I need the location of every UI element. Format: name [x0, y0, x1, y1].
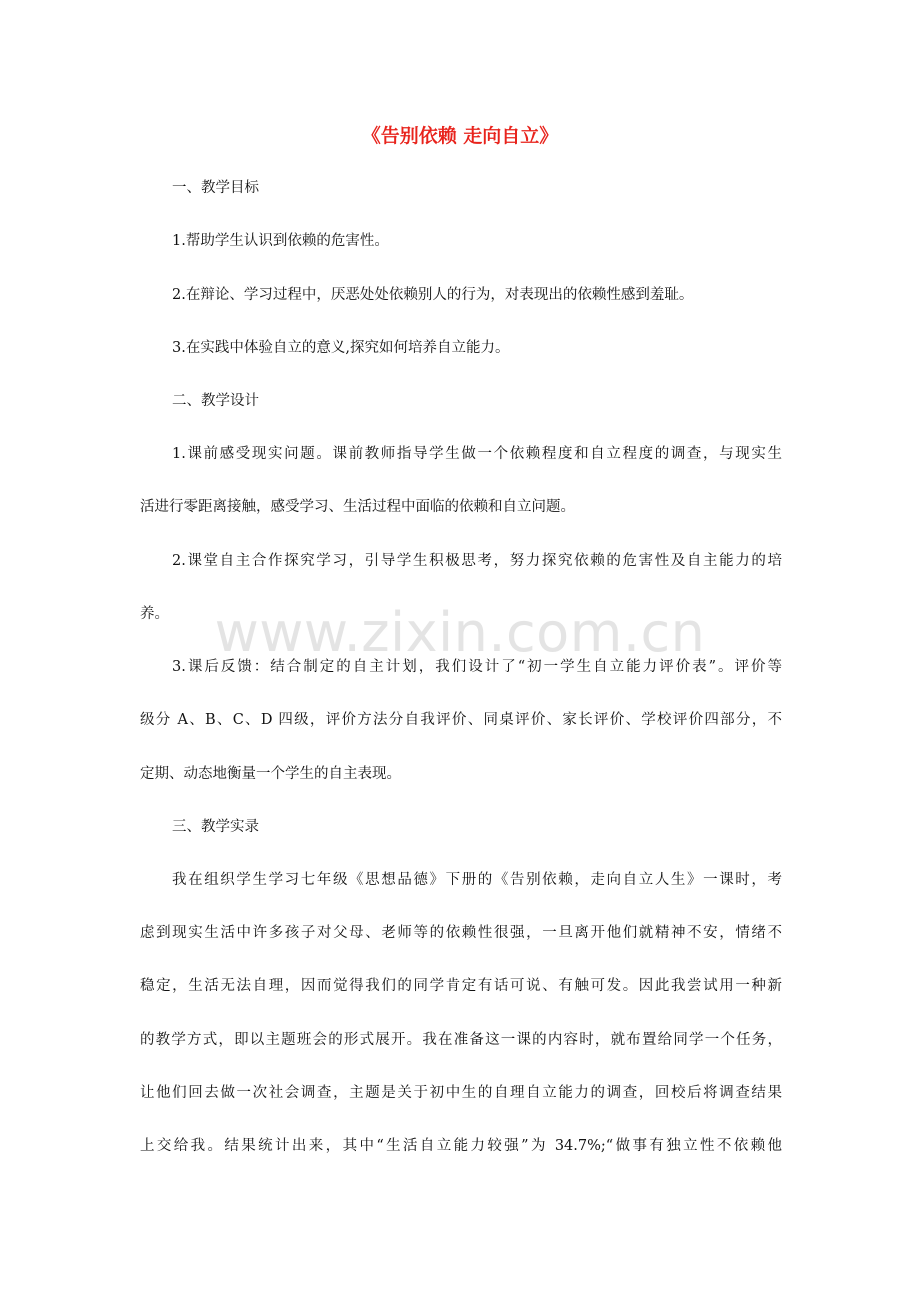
design-item-3-line-3: 定期、动态地衡量一个学生的自主表现。	[140, 766, 401, 782]
document-title: 《告别依赖 走向自立》	[361, 125, 559, 147]
record-paragraph-line-4: 的教学方式，即以主题班会的形式展开。我在准备这一课的内容时，就布置给同学一个任务，	[140, 1032, 782, 1048]
record-paragraph-line-3: 稳定，生活无法自理，因而觉得我们的同学肯定有话可说、有触可发。因此我尝试用一种新	[140, 978, 782, 994]
objective-item-2: 2.在辩论、学习过程中，厌恶处处依赖别人的行为，对表现出的依赖性感到羞耻。	[172, 287, 694, 303]
record-paragraph-line-2: 虑到现实生活中许多孩子对父母、老师等的依赖性很强，一旦离开他们就精神不安，情绪不	[140, 925, 782, 941]
section-heading-design: 二、教学设计	[172, 393, 259, 409]
design-item-1-line-2: 活进行零距离接触，感受学习、生活过程中面临的依赖和自立问题。	[140, 499, 575, 515]
record-paragraph-line-5: 让他们回去做一次社会调查，主题是关于初中生的自理自立能力的调查，回校后将调查结果	[140, 1085, 782, 1101]
design-item-1-line-1: 1.课前感受现实问题。课前教师指导学生做一个依赖程度和自立程度的调查，与现实生	[172, 446, 782, 462]
record-paragraph-line-6: 上交给我。结果统计出来，其中“生活自立能力较强”为 34.7%;“做事有独立性不依赖他	[140, 1138, 782, 1154]
design-item-2-line-2: 养。	[140, 606, 169, 622]
design-item-3-line-1: 3.课后反馈：结合制定的自主计划，我们设计了“初一学生自立能力评价表”。评价等	[172, 659, 782, 675]
record-paragraph-line-1: 我在组织学生学习七年级《思想品德》下册的《告别依赖，走向自立人生》一课时，考	[172, 872, 782, 888]
watermark: www.zixin.com.cn	[214, 601, 706, 664]
design-item-3-line-2: 级分 A、B、C、D 四级，评价方法分自我评价、同桌评价、家长评价、学校评价四部分，不	[140, 712, 782, 728]
objective-item-3: 3.在实践中体验自立的意义,探究如何培养自立能力。	[172, 340, 510, 356]
section-heading-objectives: 一、教学目标	[172, 180, 259, 196]
objective-item-1: 1.帮助学生认识到依赖的危害性。	[172, 233, 389, 249]
section-heading-record: 三、教学实录	[172, 819, 259, 835]
design-item-2-line-1: 2.课堂自主合作探究学习，引导学生积极思考，努力探究依赖的危害性及自主能力的培	[172, 553, 782, 569]
